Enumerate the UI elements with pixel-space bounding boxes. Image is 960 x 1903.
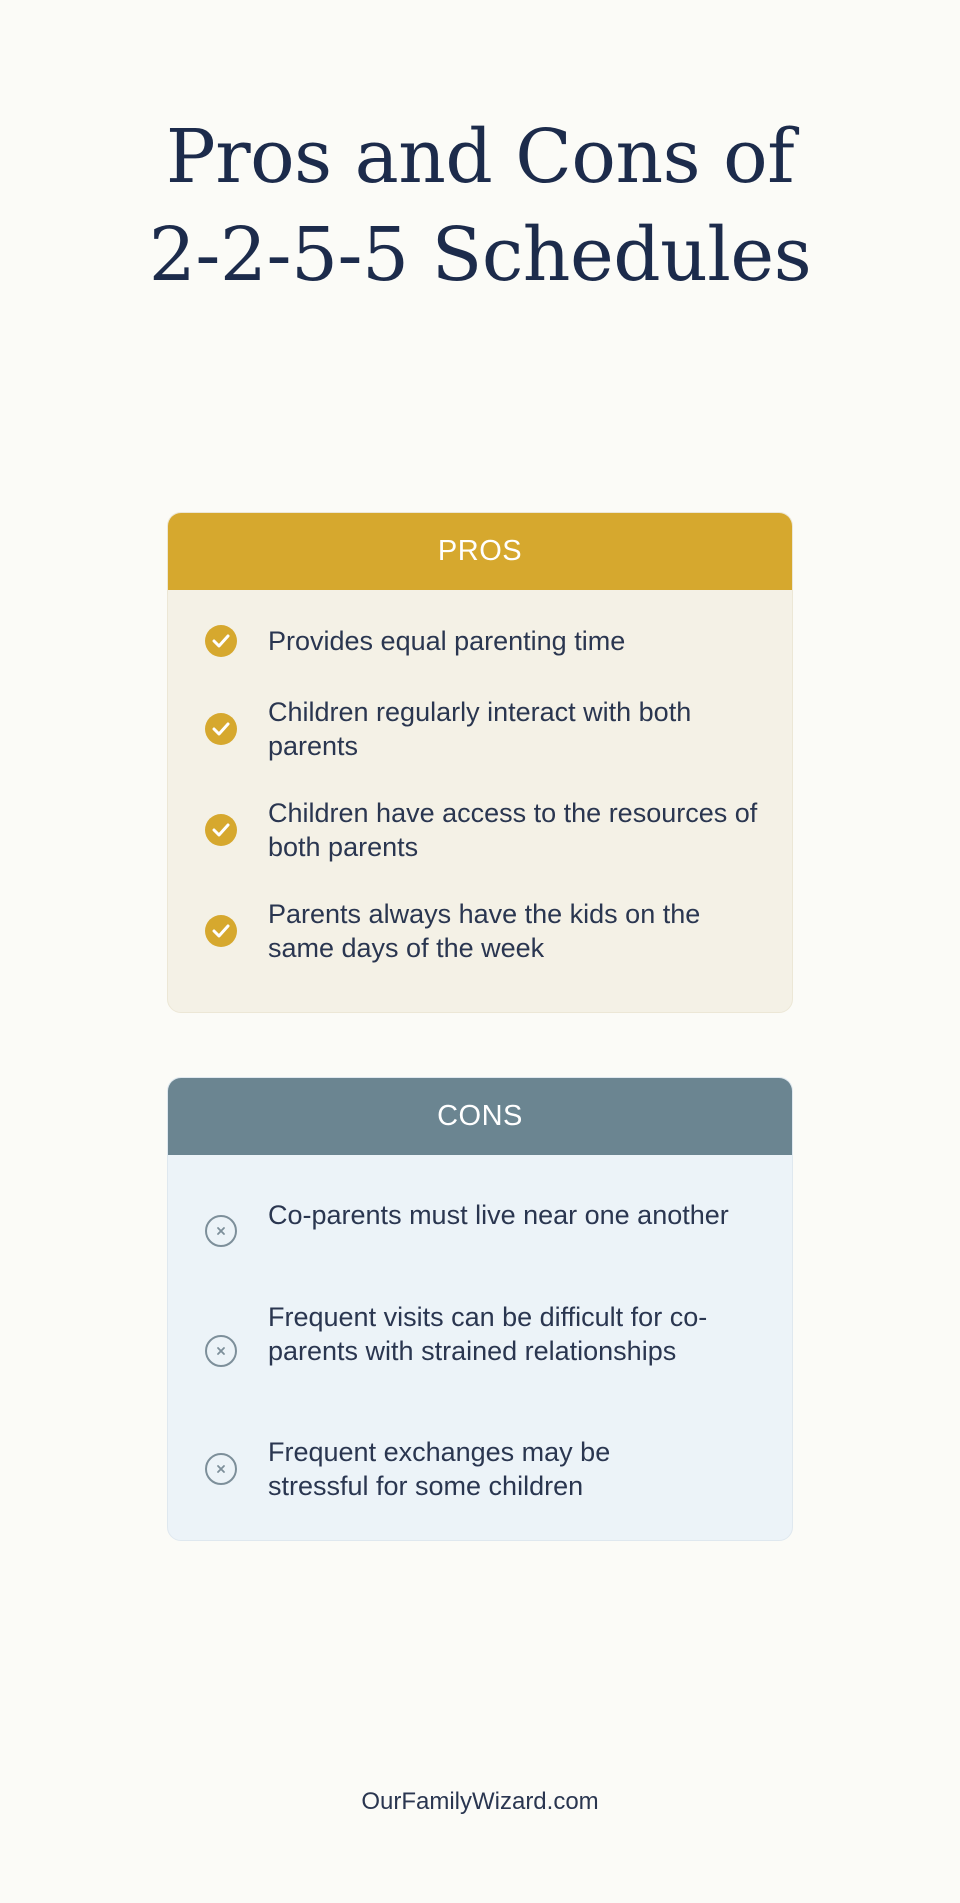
pros-header: PROS bbox=[168, 513, 792, 590]
cons-list-item bbox=[168, 1198, 792, 1266]
pros-item-text: Children have access to the resources of both parents bbox=[268, 798, 758, 862]
check-circle-icon bbox=[205, 915, 237, 947]
pros-list-item bbox=[168, 897, 792, 965]
pros-list-item bbox=[168, 621, 792, 661]
title-line-1: Pros and Cons of bbox=[165, 114, 795, 200]
pros-item-text: Parents always have the kids on the same days of the week bbox=[268, 899, 701, 963]
page-title bbox=[0, 108, 960, 304]
cons-item-text: Frequent exchanges may be stressful for some children bbox=[268, 1437, 611, 1501]
cons-list-item bbox=[168, 1300, 792, 1402]
check-circle-icon bbox=[205, 625, 237, 657]
pros-list-item bbox=[168, 695, 792, 763]
x-circle-icon bbox=[205, 1453, 237, 1485]
check-circle-icon bbox=[205, 814, 237, 846]
footer-site-name: OurFamilyWizard.com bbox=[361, 1788, 599, 1815]
cons-item-text: Co-parents must live near one another bbox=[268, 1200, 729, 1230]
x-circle-icon bbox=[205, 1215, 237, 1247]
cons-list-item bbox=[168, 1435, 792, 1503]
pros-list-item bbox=[168, 796, 792, 864]
cons-item-text: Frequent visits can be difficult for co-parents with strained relationships bbox=[268, 1302, 708, 1366]
pros-card bbox=[167, 512, 793, 1013]
cons-header: CONS bbox=[168, 1078, 792, 1155]
x-circle-icon bbox=[205, 1335, 237, 1367]
pros-item-text: Provides equal parenting time bbox=[268, 626, 626, 656]
title-line-2: 2-2-5-5 Schedules bbox=[148, 212, 812, 298]
pros-item-text: Children regularly interact with both parents bbox=[268, 697, 692, 761]
check-circle-icon bbox=[205, 713, 237, 745]
cons-card bbox=[167, 1077, 793, 1541]
